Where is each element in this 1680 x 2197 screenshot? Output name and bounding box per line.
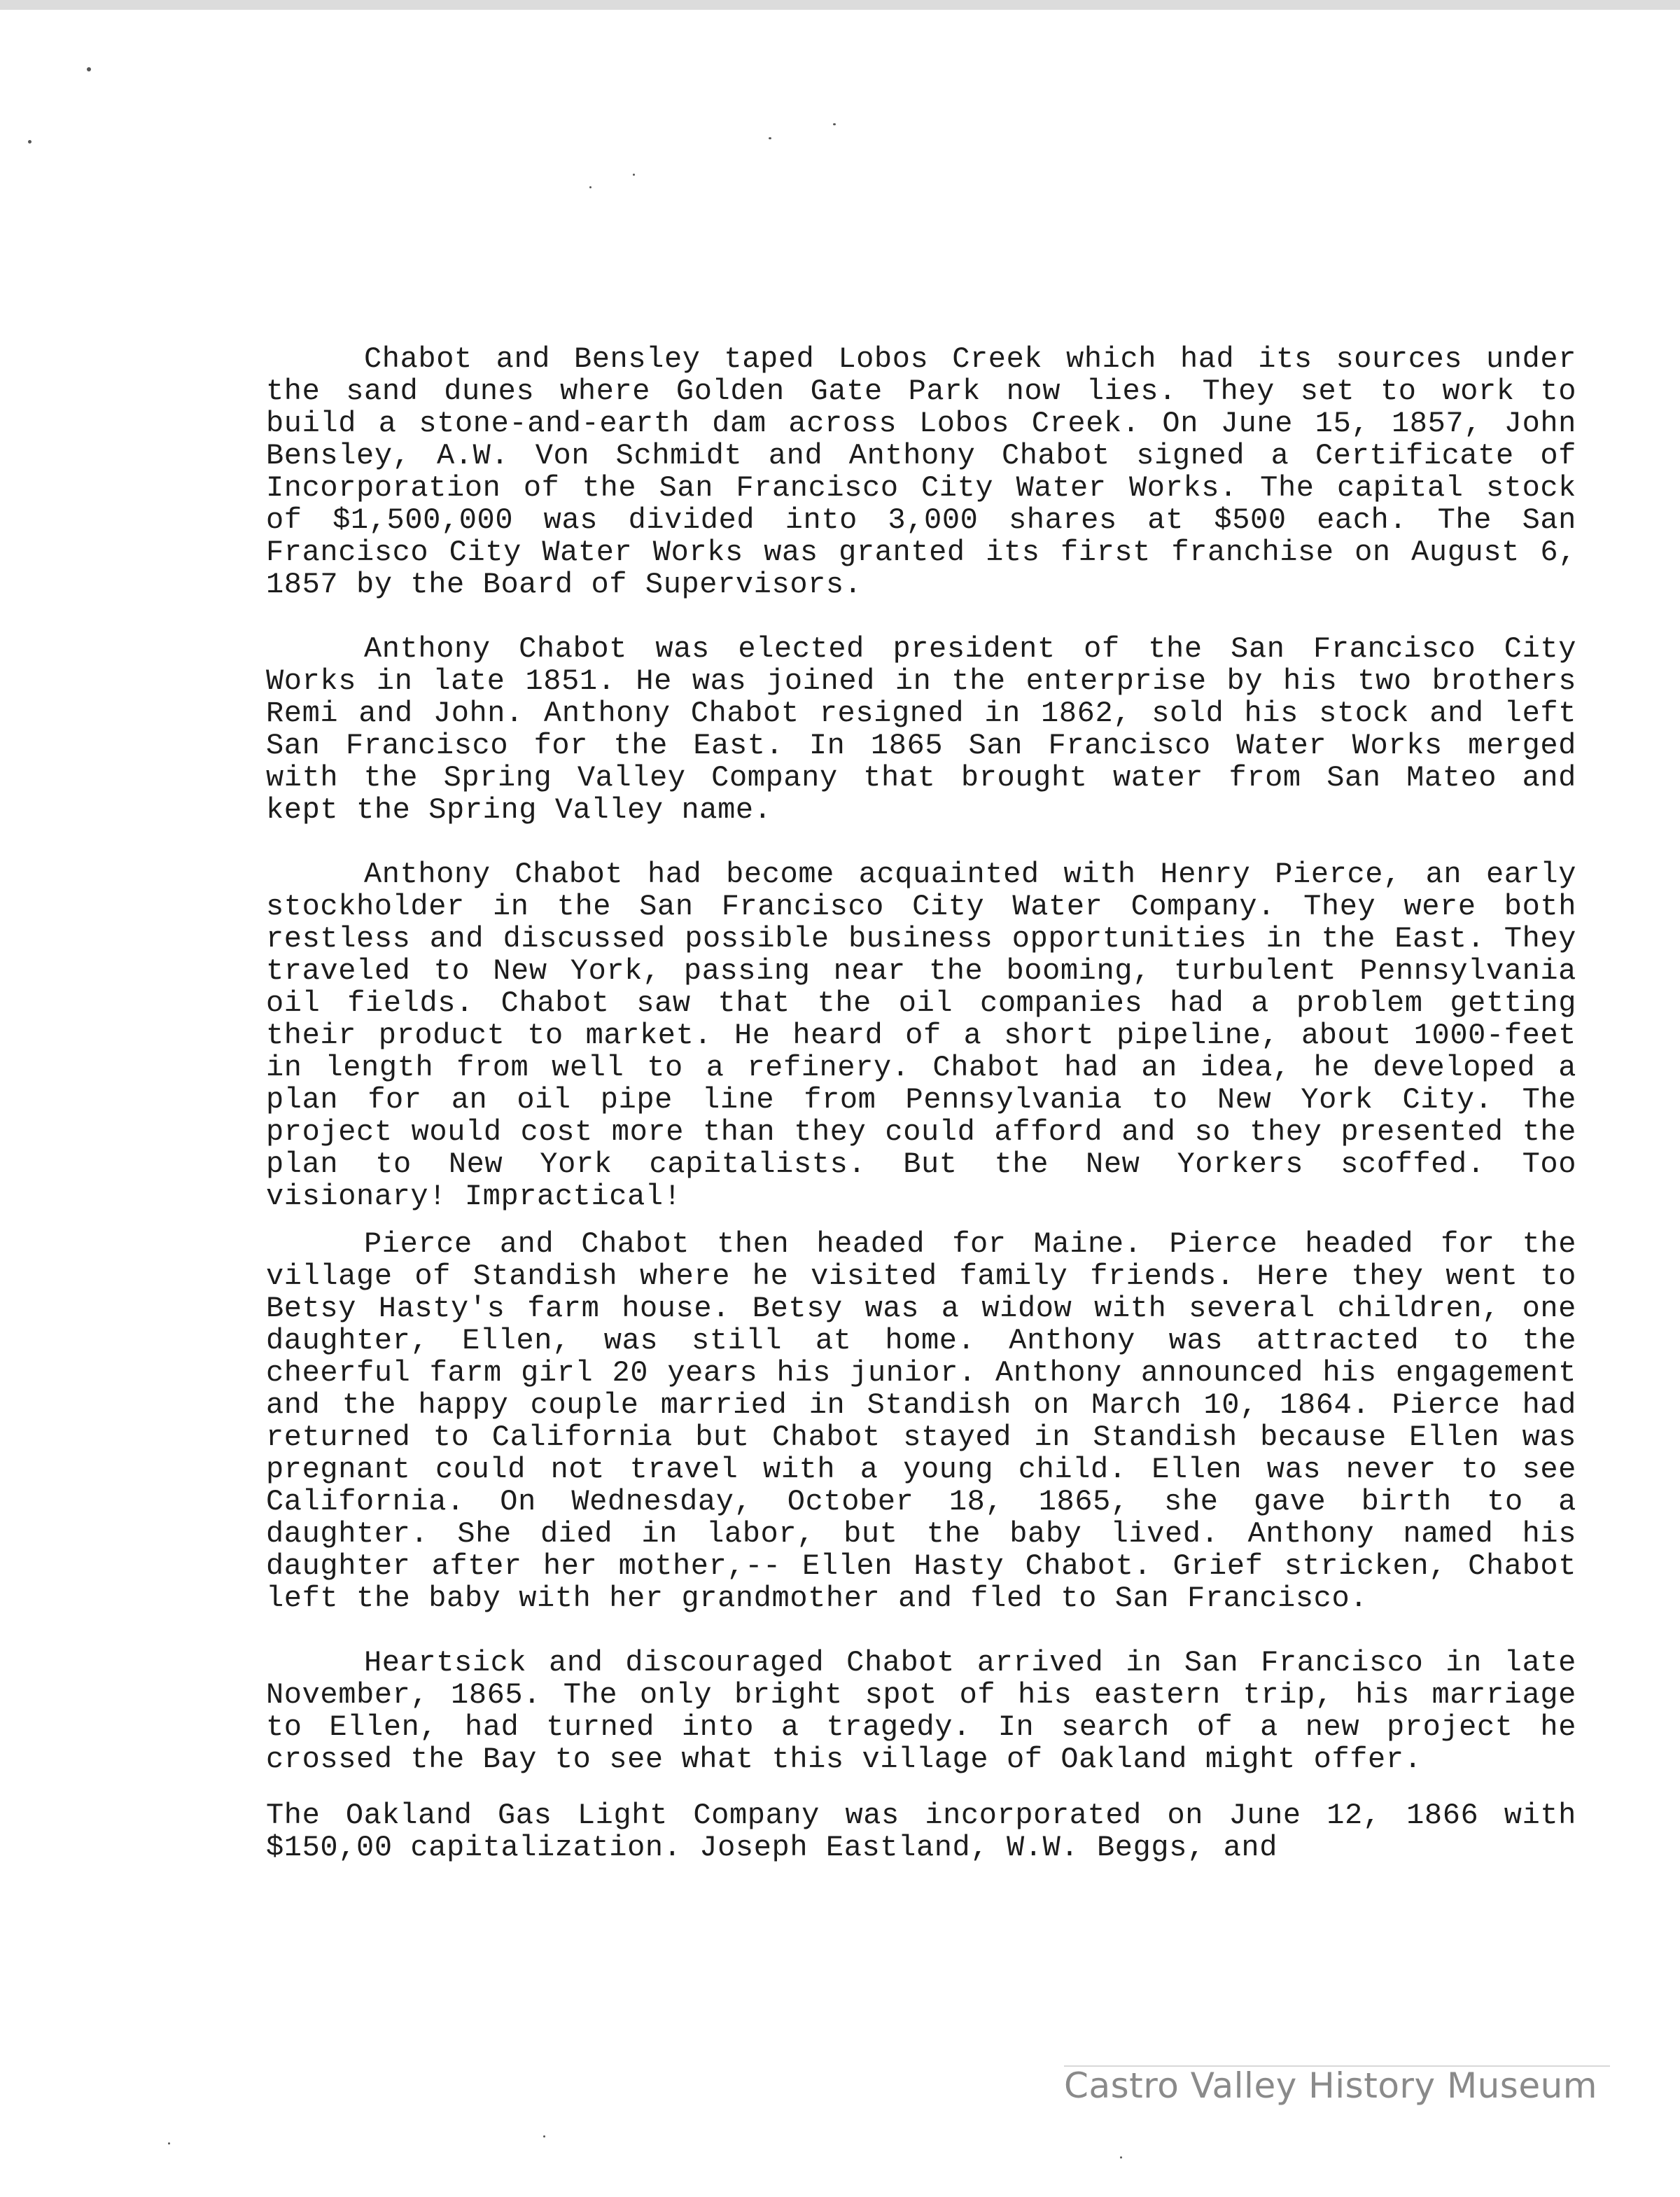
scan-speck (168, 2142, 170, 2144)
paragraph-chabot-president: Anthony Chabot was elected president of the San Francisco City Works in late 1851. He was joined in the enterprise by his two brothers Remi and John. Anthony Chabot resigned in 1862, sold his stock and left San Francisco for the East. In 1865 San Francisco Water Works merged with the Spring Valley Company that brought water from San Mateo and kept the Spring Valley name. (266, 632, 1576, 827)
paragraph-maine-marriage: Pierce and Chabot then headed for Maine. Pierce headed for the village of Standish where he visited family friends. Here they went to Betsy Hasty's farm house. Betsy was a widow with several children, one daughter, Ellen, was still at home. Anthony was attracted to the cheerful farm girl 20 years his junior. Anthony announced his engagement and the happy couple married in Standish on March 10, 1864. Pierce had returned to California but Chabot stayed in Standish because Ellen was pregnant could not travel with a young child. Ellen was never to see California. On Wednesday, October 18, 1865, she gave birth to a daughter. She died in labor, but the baby lived. Anthony named his daughter after her mother,-- Ellen Hasty Chabot. Grief stricken, Chabot left the baby with her grandmother and fled to San Francisco. (266, 1227, 1576, 1615)
scan-speck (633, 174, 635, 176)
scan-speck (28, 140, 31, 144)
scan-speck (769, 137, 771, 139)
paragraph-oil-pipeline: Anthony Chabot had become acquainted with Henry Pierce, an early stockholder in the San Francisco City Water Company. They were both restless and discussed possible business opportunities in the East. They traveled to New York, passing near the booming, turbulent Pennsylvania oil fields. Chabot saw that the oil companies had a problem getting their product to market. He heard of a short pipeline, about 1000-feet in length from well to a refinery. Chabot had an idea, he developed a plan for an oil pipe line from Pennsylvania to New York City. The project would cost more than they could afford and so they presented the plan to New York capitalists. But the New Yorkers scoffed. Too visionary! Impractical! (266, 858, 1576, 1213)
paragraph-return-san-francisco: Heartsick and discouraged Chabot arrived in San Francisco in late November, 1865. The only bright spot of his eastern trip, his marriage to Ellen, had turned into a tragedy. In search of a new project he crossed the Bay to see what this village of Oakland might offer. (266, 1646, 1576, 1776)
scan-speck (833, 123, 836, 125)
scan-speck (1120, 2156, 1122, 2158)
document-body (266, 343, 1576, 1864)
paragraph-oakland-gas-light: The Oakland Gas Light Company was incorporated on June 12, 1866 with $150,00 capitalization. Joseph Eastland, W.W. Beggs, and (266, 1799, 1576, 1864)
scan-speck (87, 67, 91, 71)
scan-speck (589, 186, 592, 188)
scan-speck (543, 2135, 545, 2137)
paragraph-water-works-incorporation: Chabot and Bensley taped Lobos Creek which had its sources under the sand dunes where Golden Gate Park now lies. They set to work to build a stone-and-earth dam across Lobos Creek. On June 15, 1857, John Bensley, A.W. Von Schmidt and Anthony Chabot signed a Certificate of Incorporation of the San Francisco City Water Works. The capital stock of $1,500,000 was divided into 3,000 shares at $500 each. The San Francisco City Water Works was granted its first franchise on August 6, 1857 by the Board of Supervisors. (266, 342, 1576, 601)
scan-edge (0, 0, 1680, 10)
museum-watermark: Castro Valley History Museum (1064, 2065, 1597, 2106)
